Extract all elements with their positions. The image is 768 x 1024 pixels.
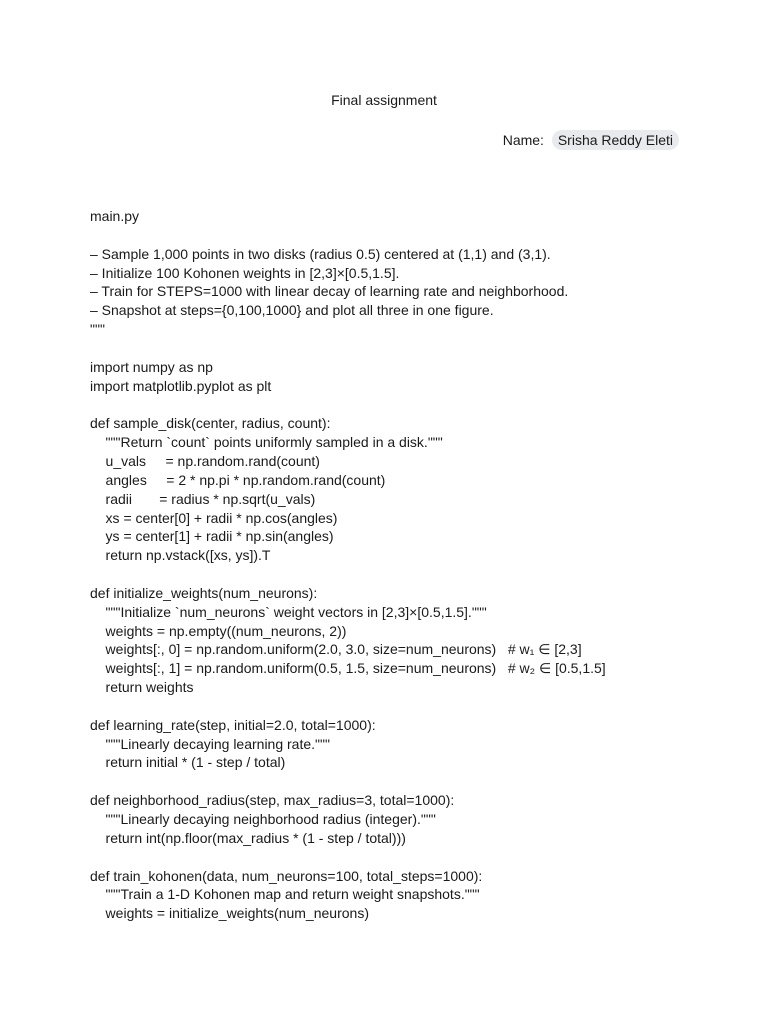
code-line: return weights: [90, 679, 194, 696]
code-line: weights[:, 1] = np.random.uniform(0.5, 1.5, size=num_neurons) # w₂ ∈ [0.5,1.5]: [90, 660, 606, 677]
code-line: xs = center[0] + radii * np.cos(angles): [90, 509, 338, 526]
code-line: def learning_rate(step, initial=2.0, total=1000):: [90, 716, 376, 733]
code-line: – Initialize 100 Kohonen weights in [2,3]×[0.5,1.5].: [90, 264, 400, 281]
code-line: weights = np.empty((num_neurons, 2)): [90, 622, 347, 639]
code-line: [90, 565, 730, 584]
code-line: import numpy as np: [90, 358, 213, 375]
code-line: def sample_disk(center, radius, count):: [90, 415, 331, 432]
code-line: weights[:, 0] = np.random.uniform(2.0, 3.0, size=num_neurons) # w₁ ∈ [2,3]: [90, 641, 582, 658]
code-line: u_vals = np.random.rand(count): [90, 452, 320, 469]
code-line: [90, 848, 730, 867]
code-line: def neighborhood_radius(step, max_radius=3, total=1000):: [90, 792, 455, 809]
code-line: angles = 2 * np.pi * np.random.rand(count): [90, 471, 386, 488]
code-line: [90, 772, 730, 791]
name-row: [503, 130, 679, 150]
code-line: [90, 339, 730, 358]
code-line: return initial * (1 - step / total): [90, 754, 286, 771]
code-line: return np.vstack([xs, ys]).T: [90, 547, 271, 564]
code-line: """Linearly decaying learning rate.""": [90, 735, 330, 752]
code-line: – Train for STEPS=1000 with linear decay of learning rate and neighborhood.: [90, 283, 569, 300]
code-line: """Linearly decaying neighborhood radius (integer).""": [90, 811, 436, 827]
code-listing: [90, 207, 730, 923]
code-line: def train_kohonen(data, num_neurons=100, total_steps=1000):: [90, 867, 483, 884]
code-line: return int(np.floor(max_radius * (1 - step / total))): [90, 829, 406, 846]
code-line: – Sample 1,000 points in two disks (radius 0.5) centered at (1,1) and (3,1).: [90, 245, 551, 262]
name-chip[interactable]: Srisha Reddy Eleti: [552, 130, 679, 150]
code-line: – Snapshot at steps={0,100,1000} and plot all three in one figure.: [90, 302, 494, 319]
code-line: [90, 697, 730, 716]
code-line: """Initialize `num_neurons` weight vectors in [2,3]×[0.5,1.5].""": [90, 603, 487, 620]
code-line: [90, 395, 730, 414]
document-title: Final assignment: [331, 92, 437, 108]
code-line: radii = radius * np.sqrt(u_vals): [90, 490, 316, 507]
code-line: """Return `count` points uniformly sampled in a disk.""": [90, 434, 443, 451]
code-line: [90, 226, 730, 245]
code-line: weights = initialize_weights(num_neurons): [90, 905, 369, 922]
code-line: def initialize_weights(num_neurons):: [90, 584, 318, 601]
code-line: """: [90, 321, 105, 338]
code-line: """Train a 1-D Kohonen map and return weight snapshots.""": [90, 886, 480, 903]
code-line: main.py: [90, 208, 140, 224]
code-line: ys = center[1] + radii * np.sin(angles): [90, 528, 334, 545]
name-label: Name:: [502, 132, 544, 148]
code-line: import matplotlib.pyplot as plt: [90, 377, 272, 394]
